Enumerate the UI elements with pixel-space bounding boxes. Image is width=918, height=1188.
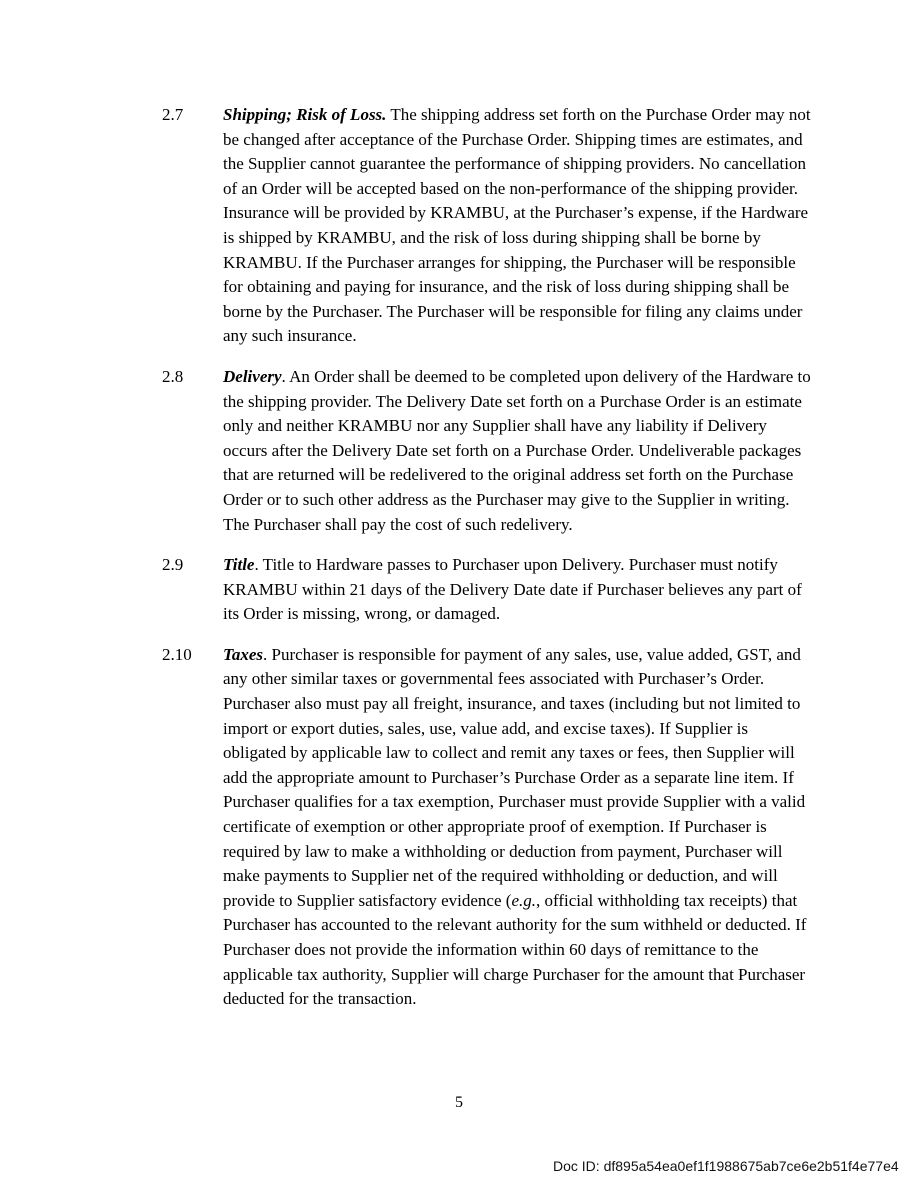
section-number: 2.7 (162, 105, 184, 124)
section-number: 2.8 (162, 366, 184, 386)
contract-section (162, 365, 812, 537)
section-paragraph (223, 365, 811, 537)
section-text-bold-italic: Delivery (223, 366, 282, 386)
contract-section (162, 103, 812, 349)
page-number: 5 (455, 1094, 463, 1111)
section-paragraph (223, 643, 811, 1012)
section-number: 2.9 (162, 555, 184, 575)
section-text-normal: . Title to Hardware passes to Purchaser upon Delivery. Purchaser must notify KRAMBU within 21 days of the Delivery Date date if Purchaser believes any part of its Order is missing, wrong, or damaged. (223, 555, 802, 624)
doc-id-footer: Doc ID: df895a54ea0ef1f1988675ab7ce6e2b51f4e77e4 (553, 1158, 899, 1174)
section-text-normal: , official withholding tax receipts) that Purchaser has accounted to the relevant authority for the sum withheld or deducted. If Purchaser does not provide the information within 60 days of remittance to the applicable tax authority, Supplier will charge Purchaser for the amount that Purchaser deducted for the transaction. (223, 890, 807, 1009)
contract-section (162, 553, 812, 627)
section-text-normal: . An Order shall be deemed to be completed upon delivery of the Hardware to the shipping provider. The Delivery Date set forth on a Purchase Order is an estimate only and neither KRAMBU nor any Supplier shall have any liability if Delivery occurs after the Delivery Date set forth on a Purchase Order. Undeliverable packages that are returned will be redelivered to the original address set forth on the Purchase Order or to such other address as the Purchaser may give to the Supplier in writing. The Purchaser shall pay the cost of such redelivery. (223, 366, 811, 534)
section-paragraph (223, 103, 811, 349)
sections (162, 103, 812, 1028)
section-paragraph (223, 553, 811, 627)
section-text-normal: The shipping address set forth on the Purchase Order may not be changed after acceptance of the Purchase Order. Shipping times are estimates, and the Supplier cannot guarantee the performance of shipping providers. No cancellation of an Order will be accepted based on the non-performance of the shipping provider. Insurance will be provided by KRAMBU, at the Purchaser’s expense, if the Hardware is shipped by KRAMBU, and the risk of loss during shipping shall be borne by KRAMBU. If the Purchaser arranges for shipping, the Purchaser will be responsible for obtaining and paying for insurance, and the risk of loss during shipping shall be borne by the Purchaser. The Purchaser will be responsible for filing any claims under any such insurance. (223, 105, 811, 346)
contract-section (162, 643, 812, 1012)
section-text-bold-italic: Title (223, 555, 255, 575)
section-number: 2.10 (162, 644, 192, 664)
section-text-bold-italic: Taxes (223, 644, 263, 664)
section-text-normal: . Purchaser is responsible for payment of any sales, use, value added, GST, and any other similar taxes or governmental fees associated with Purchaser’s Order. Purchaser also must pay all freight, insurance, and taxes (including but not limited to import or export duties, sales, use, value add, and excise taxes). If Supplier is obligated by applicable law to collect and remit any taxes or fees, then Supplier will add the appropriate amount to Purchaser’s Purchase Order as a separate line item. If Purchaser qualifies for a tax exemption, Purchaser must provide Supplier with a valid certificate of exemption or other appropriate proof of exemption. If Purchaser is required by law to make a withholding or deduction from payment, Purchaser will make payments to Supplier net of the required withholding or deduction, and will provide to Supplier satisfactory evidence ( (223, 644, 806, 910)
section-text-bold-italic: Shipping; Risk of Loss. (223, 105, 387, 124)
section-text-italic: e.g. (511, 890, 536, 910)
